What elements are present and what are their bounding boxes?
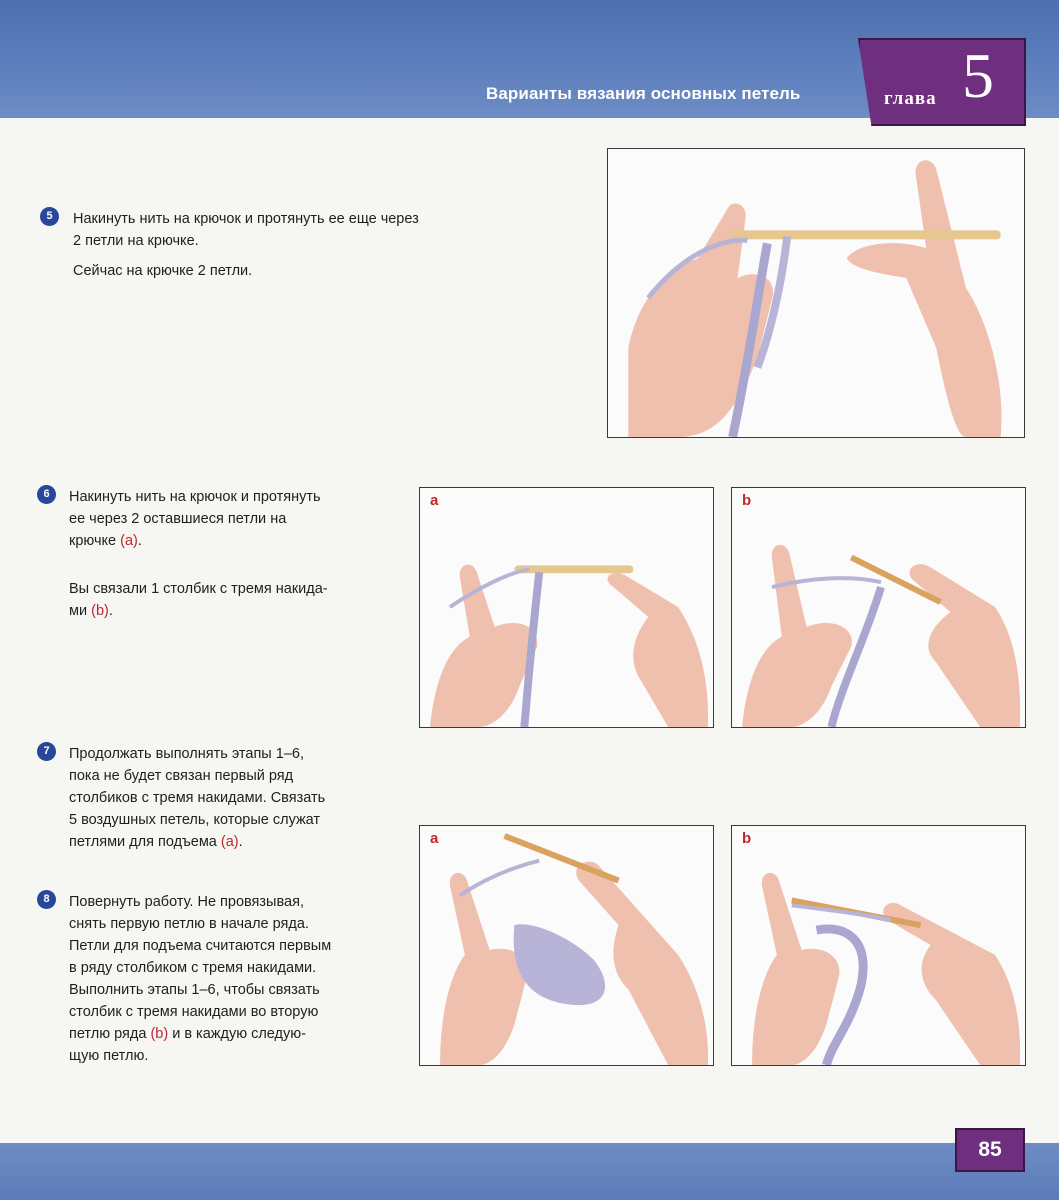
photo-label: a	[430, 492, 439, 509]
text-line: .	[238, 834, 243, 850]
section-title: Варианты вязания основных петель	[486, 84, 801, 103]
photo-reference: (b)	[150, 1026, 169, 1042]
step-5-paragraph-2	[73, 260, 513, 282]
text-line: петлю ряда	[69, 1026, 151, 1042]
step-8-photo-b	[731, 825, 1026, 1066]
step-6-photo-a	[419, 487, 714, 728]
text-line: столбик с тремя накидами во вторую	[69, 1004, 319, 1020]
text-line: Накинуть нить на крючок и протянуть ее еще через	[73, 211, 419, 227]
text-line: Петли для подъема считаются первым	[69, 938, 332, 954]
step-6-badge: 6	[37, 485, 56, 504]
step-8-text	[69, 891, 399, 1067]
step-6-text	[69, 486, 389, 622]
photo-reference: (a)	[220, 834, 239, 850]
step-5-text	[73, 208, 513, 282]
text-line: щую петлю.	[69, 1048, 149, 1064]
text-line: снять первую петлю в начале ряда.	[69, 916, 309, 932]
hands-crochet-illustration	[732, 488, 1025, 727]
step-6-paragraph-1	[69, 486, 389, 552]
step-5-badge: 5	[40, 207, 59, 226]
step-7-photo-a	[419, 825, 714, 1066]
photo-label: b	[742, 492, 752, 509]
step-7-text	[69, 743, 399, 853]
step-6-photo-b	[731, 487, 1026, 728]
text-line: крючке	[69, 533, 121, 549]
photo-reference: (b)	[91, 603, 109, 619]
step-5-photo	[607, 148, 1025, 438]
page-number: 85	[955, 1128, 1025, 1172]
text-line: 5 воздушных петель, которые служат	[69, 812, 321, 828]
text-line: .	[108, 603, 113, 619]
text-line: Выполнить этапы 1–6, чтобы связать	[69, 982, 320, 998]
hands-crochet-illustration	[732, 826, 1025, 1065]
photo-reference: (a)	[120, 533, 138, 549]
text-line: Повернуть работу. Не провязывая,	[69, 894, 304, 910]
footer-band	[0, 1143, 1059, 1200]
step-7-paragraph	[69, 743, 399, 853]
text-line: и в каждую следую-	[168, 1026, 306, 1042]
text-line: Сейчас на крючке 2 петли.	[73, 263, 253, 279]
text-line: ее через 2 оставшиеся петли на	[69, 511, 287, 527]
text-line: петлями для подъема	[69, 834, 221, 850]
step-6-paragraph-2	[69, 578, 389, 622]
text-line: Вы связали 1 столбик с тремя накида-	[69, 581, 328, 597]
chapter-number: 5	[962, 40, 994, 111]
step-8-badge: 8	[37, 890, 56, 909]
step-5-paragraph-1	[73, 208, 513, 252]
photo-label: a	[430, 830, 439, 847]
step-7-badge: 7	[37, 742, 56, 761]
text-line: столбиков с тремя накидами. Связать	[69, 790, 326, 806]
photo-label: b	[742, 830, 752, 847]
text-line: 2 петли на крючке.	[73, 233, 199, 249]
text-line: ми	[69, 603, 92, 619]
step-8-paragraph	[69, 891, 399, 1067]
text-line: Продолжать выполнять этапы 1–6,	[69, 746, 304, 762]
text-line: в ряду столбиком с тремя накидами.	[69, 960, 317, 976]
chapter-tab	[858, 38, 1026, 126]
hands-crochet-illustration	[420, 826, 713, 1065]
text-line: пока не будет связан первый ряд	[69, 768, 294, 784]
chapter-label: глава	[884, 88, 937, 109]
text-line: Накинуть нить на крючок и протянуть	[69, 489, 321, 505]
hands-crochet-illustration	[420, 488, 713, 727]
hands-crochet-illustration	[608, 149, 1024, 437]
text-line: .	[137, 533, 142, 549]
